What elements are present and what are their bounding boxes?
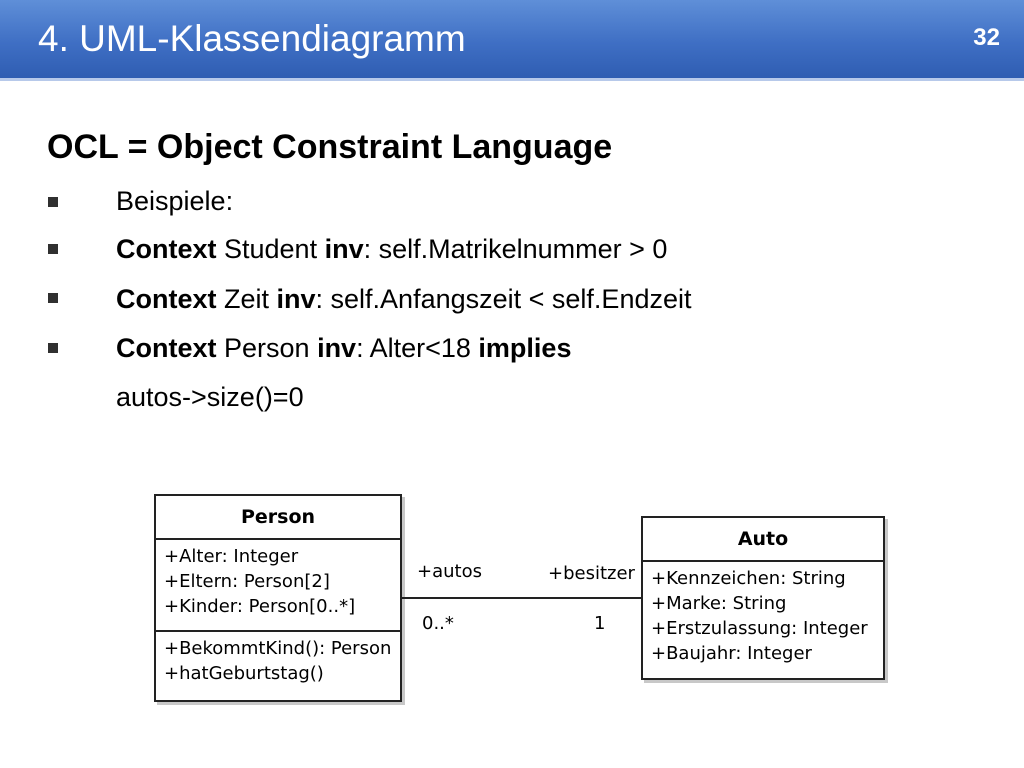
attribute: +Kinder: Person[0..*] xyxy=(164,596,356,617)
operation: +BekommtKind(): Person xyxy=(164,638,392,659)
attribute: +Kennzeichen: String xyxy=(651,568,846,589)
bullet-marker xyxy=(48,343,58,353)
bullet-item-continuation: autos->size()=0 xyxy=(116,382,304,412)
class-name-person: Person xyxy=(156,496,400,540)
role-label-autos: +autos xyxy=(417,561,482,582)
keyword-implies: implies xyxy=(478,333,572,363)
association-line xyxy=(401,597,642,599)
multiplicity-right: 1 xyxy=(594,613,606,634)
slide-header xyxy=(0,0,1024,81)
multiplicity-left: 0..* xyxy=(422,613,454,634)
bullet-item-student xyxy=(116,234,667,265)
class-name: Zeit xyxy=(216,284,277,314)
bullet-item-zeit xyxy=(116,284,692,315)
keyword-inv: inv xyxy=(324,234,364,264)
keyword-inv: inv xyxy=(317,333,357,363)
bullet-marker xyxy=(48,197,58,207)
page-number: 32 xyxy=(973,24,1000,51)
attribute: +Alter: Integer xyxy=(164,546,299,567)
section-heading: OCL = Object Constraint Language xyxy=(47,128,613,166)
attribute: +Erstzulassung: Integer xyxy=(651,618,868,639)
attributes-section xyxy=(643,562,883,670)
operations-section xyxy=(156,632,400,690)
role-label-besitzer: +besitzer xyxy=(548,563,635,584)
constraint-expression: : self.Anfangszeit < self.Endzeit xyxy=(315,284,692,314)
keyword-inv: inv xyxy=(276,284,316,314)
attribute: +Eltern: Person[2] xyxy=(164,571,330,592)
attribute: +Marke: String xyxy=(651,593,787,614)
class-name: Person xyxy=(216,333,318,363)
class-box-person xyxy=(154,494,402,702)
bullet-marker xyxy=(48,244,58,254)
bullet-marker xyxy=(48,293,58,303)
keyword-context: Context xyxy=(116,333,217,363)
constraint-expression: : Alter<18 xyxy=(356,333,479,363)
class-name-auto: Auto xyxy=(643,518,883,562)
keyword-context: Context xyxy=(116,234,217,264)
keyword-context: Context xyxy=(116,284,217,314)
bullet-item-person xyxy=(116,333,571,364)
class-name: Student xyxy=(216,234,325,264)
bullet-item-examples: Beispiele: xyxy=(116,186,234,216)
slide-title: 4. UML-Klassendiagramm xyxy=(38,18,466,59)
constraint-expression: : self.Matrikelnummer > 0 xyxy=(363,234,668,264)
class-box-auto xyxy=(641,516,885,680)
attributes-section xyxy=(156,540,400,632)
operation: +hatGeburtstag() xyxy=(164,663,324,684)
attribute: +Baujahr: Integer xyxy=(651,643,812,664)
